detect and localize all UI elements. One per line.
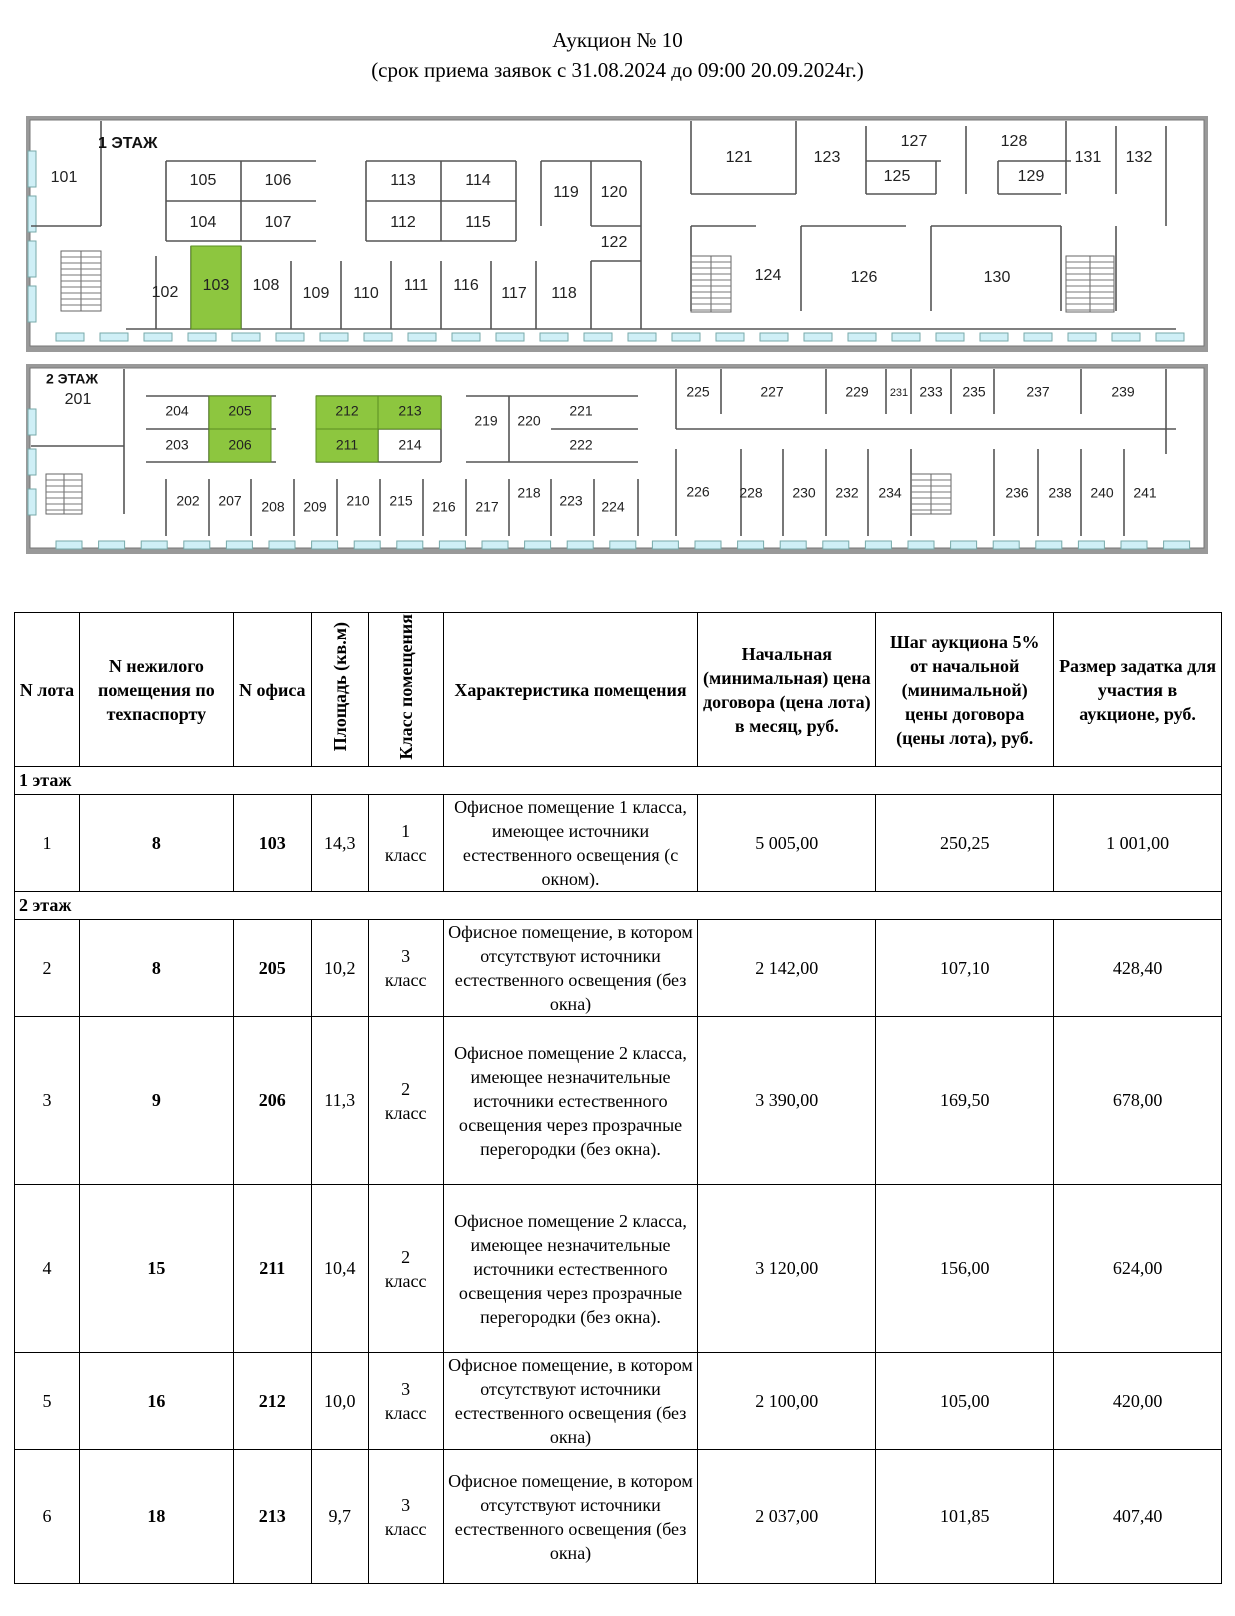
room-label-113: 113 xyxy=(390,172,416,190)
window-glass xyxy=(892,333,920,341)
office-number: 213 xyxy=(233,1450,311,1584)
room-label-121: 121 xyxy=(725,149,753,167)
class-word: класс xyxy=(384,1403,427,1423)
window-glass xyxy=(804,333,832,341)
header-area-text: Площадь (кв.м) xyxy=(329,621,350,752)
room-label-210: 210 xyxy=(346,492,370,509)
room-label-106: 106 xyxy=(264,172,292,190)
class-number: 2 xyxy=(401,1078,411,1099)
deposit: 624,00 xyxy=(1054,1185,1222,1353)
floor-1-section-row xyxy=(15,767,1222,795)
area: 10,2 xyxy=(311,920,368,1017)
deposit: 428,40 xyxy=(1054,920,1222,1017)
window-glass xyxy=(1164,541,1190,549)
premise-number: 8 xyxy=(79,920,233,1017)
premise-number: 8 xyxy=(79,795,233,892)
room-label-103: 103 xyxy=(202,277,230,295)
room-label-227: 227 xyxy=(760,383,784,400)
window-glass xyxy=(1036,541,1062,549)
premise-number: 15 xyxy=(79,1185,233,1353)
room-label-204: 204 xyxy=(165,402,189,419)
room-label-114: 114 xyxy=(465,172,491,190)
room-label-128: 128 xyxy=(1000,133,1028,151)
room-label-126: 126 xyxy=(850,269,878,287)
window-glass xyxy=(672,333,700,341)
header-step: Шаг аукциона 5% от начальной (минимальной) цены договора (цены лота), руб. xyxy=(876,613,1054,767)
header-office: N офиса xyxy=(233,613,311,767)
room-label-111: 111 xyxy=(403,277,429,295)
lot-number: 4 xyxy=(15,1185,80,1353)
room-label-208: 208 xyxy=(261,498,285,515)
table-row xyxy=(15,795,1222,892)
header-class-text: Класс помещения xyxy=(395,613,416,760)
header-deposit: Размер задатка для участия в аукционе, руб. xyxy=(1054,613,1222,767)
room-label-125: 125 xyxy=(883,168,911,186)
window-glass xyxy=(482,541,508,549)
room-class xyxy=(368,1017,443,1185)
room-label-215: 215 xyxy=(389,492,413,509)
office-number: 205 xyxy=(233,920,311,1017)
class-number: 3 xyxy=(401,1379,411,1399)
lot-number: 5 xyxy=(15,1353,80,1450)
start-price: 2 037,00 xyxy=(698,1450,876,1584)
floor-1-section-label: 1 этаж xyxy=(15,767,1222,795)
window-glass xyxy=(980,333,1008,341)
room-label-107: 107 xyxy=(264,214,292,232)
window-glass xyxy=(99,541,125,549)
window-glass xyxy=(695,541,721,549)
class-word: класс xyxy=(384,970,427,990)
room-label-132: 132 xyxy=(1125,149,1153,167)
room-label-105: 105 xyxy=(189,172,217,190)
area: 9,7 xyxy=(311,1450,368,1584)
room-label-117: 117 xyxy=(501,285,527,303)
room-label-233: 233 xyxy=(919,383,943,400)
window-glass xyxy=(269,541,295,549)
table-row xyxy=(15,920,1222,1017)
room-label-224: 224 xyxy=(601,498,625,515)
window-glass xyxy=(397,541,423,549)
window-glass xyxy=(540,333,568,341)
header-premise: N нежилого помещения по техпаспорту xyxy=(79,613,233,767)
auction-step: 105,00 xyxy=(876,1353,1054,1450)
window-glass xyxy=(628,333,656,341)
room-label-214: 214 xyxy=(398,436,422,453)
description: Офисное помещение, в котором отсутствуют источники естественного освещения (без окна) xyxy=(443,1450,698,1584)
room-class xyxy=(368,1450,443,1584)
area: 10,0 xyxy=(311,1353,368,1450)
window-glass xyxy=(56,541,82,549)
window-glass xyxy=(993,541,1019,549)
start-price: 3 120,00 xyxy=(698,1185,876,1353)
premise-number: 16 xyxy=(79,1353,233,1450)
window-glass xyxy=(439,541,465,549)
window-glass xyxy=(56,333,84,341)
window-glass xyxy=(188,333,216,341)
auction-step: 107,10 xyxy=(876,920,1054,1017)
start-price: 5 005,00 xyxy=(698,795,876,892)
room-label-124: 124 xyxy=(754,267,782,285)
window-glass xyxy=(525,541,551,549)
room-label-231: 231 xyxy=(889,386,909,399)
window-glass xyxy=(1156,333,1184,341)
table-header-row xyxy=(15,613,1222,767)
class-number: 2 xyxy=(401,1246,411,1267)
room-label-129: 129 xyxy=(1017,168,1045,186)
room-label-217: 217 xyxy=(475,498,499,515)
description: Офисное помещение, в котором отсутствуют источники естественного освещения (без окна) xyxy=(443,1353,698,1450)
auction-step: 169,50 xyxy=(876,1017,1054,1185)
window-glass xyxy=(716,333,744,341)
deposit: 407,40 xyxy=(1054,1450,1222,1584)
start-price: 3 390,00 xyxy=(698,1017,876,1185)
room-label-237: 237 xyxy=(1026,383,1050,400)
room-label-234: 234 xyxy=(878,484,902,501)
window-glass xyxy=(141,541,167,549)
lot-number: 1 xyxy=(15,795,80,892)
table-row xyxy=(15,1017,1222,1185)
room-label-221: 221 xyxy=(569,402,593,419)
window-glass xyxy=(354,541,380,549)
description: Офисное помещение 2 класса, имеющее незначительные источники естественного освещения через прозрачные перегородки (без окна). xyxy=(443,1185,698,1353)
class-word: класс xyxy=(384,1102,427,1123)
class-number: 3 xyxy=(401,946,411,966)
room-label-216: 216 xyxy=(432,498,456,515)
window-glass xyxy=(276,333,304,341)
room-label-115: 115 xyxy=(465,214,491,232)
class-word: класс xyxy=(384,1270,427,1291)
room-label-120: 120 xyxy=(600,184,628,202)
room-label-205: 205 xyxy=(228,402,252,419)
room-label-213: 213 xyxy=(398,402,422,419)
document-subtitle: (срок приема заявок с 31.08.2024 до 09:00 20.09.2024г.) xyxy=(371,58,864,82)
room-label-108: 108 xyxy=(252,277,280,295)
window-glass xyxy=(567,541,593,549)
window-glass xyxy=(1024,333,1052,341)
room-label-219: 219 xyxy=(474,412,498,429)
room-label-235: 235 xyxy=(962,383,986,400)
room-label-240: 240 xyxy=(1090,484,1114,501)
start-price: 2 142,00 xyxy=(698,920,876,1017)
office-number: 103 xyxy=(233,795,311,892)
table-row xyxy=(15,1353,1222,1450)
room-label-209: 209 xyxy=(303,498,327,515)
window-glass xyxy=(232,333,260,341)
window-glass xyxy=(452,333,480,341)
window-glass xyxy=(760,333,788,341)
room-label-119: 119 xyxy=(553,184,579,202)
floor-2-section-label: 2 этаж xyxy=(15,892,1222,920)
room-label-127: 127 xyxy=(900,133,928,151)
class-number: 1 xyxy=(401,821,411,841)
document-title: Аукцион № 10 xyxy=(552,28,683,52)
room-class xyxy=(368,1185,443,1353)
floor-2-label: 2 ЭТАЖ xyxy=(46,370,99,387)
room-label-236: 236 xyxy=(1005,484,1029,501)
window-glass xyxy=(226,541,252,549)
window-glass xyxy=(100,333,128,341)
room-label-225: 225 xyxy=(686,383,710,400)
auction-step: 101,85 xyxy=(876,1450,1054,1584)
room-label-228: 228 xyxy=(739,484,763,501)
floor-1-plan xyxy=(26,116,1208,352)
class-number: 3 xyxy=(401,1494,411,1515)
description: Офисное помещение 1 класса, имеющее источники естественного освещения (с окном). xyxy=(443,795,698,892)
floor-1-label: 1 ЭТАЖ xyxy=(98,135,158,153)
room-label-211: 211 xyxy=(335,436,359,453)
room-label-212: 212 xyxy=(335,402,359,419)
window-glass xyxy=(848,333,876,341)
description: Офисное помещение 2 класса, имеющее незначительные источники естественного освещения через прозрачные перегородки (без окна). xyxy=(443,1017,698,1185)
description: Офисное помещение, в котором отсутствуют источники естественного освещения (без окна) xyxy=(443,920,698,1017)
room-label-116: 116 xyxy=(453,277,479,295)
start-price: 2 100,00 xyxy=(698,1353,876,1450)
window-glass xyxy=(1121,541,1147,549)
premise-number: 9 xyxy=(79,1017,233,1185)
room-label-229: 229 xyxy=(845,383,869,400)
room-label-203: 203 xyxy=(165,436,189,453)
window-glass xyxy=(908,541,934,549)
room-label-201: 201 xyxy=(64,391,92,409)
room-label-239: 239 xyxy=(1111,383,1135,400)
area: 10,4 xyxy=(311,1185,368,1353)
room-label-131: 131 xyxy=(1074,149,1102,167)
header-price: Начальная (минимальная) цена договора (цена лота) в месяц, руб. xyxy=(698,613,876,767)
room-label-223: 223 xyxy=(559,492,583,509)
header-lot: N лота xyxy=(15,613,80,767)
room-label-102: 102 xyxy=(151,284,179,302)
room-label-222: 222 xyxy=(569,436,593,453)
window-glass xyxy=(408,333,436,341)
area: 14,3 xyxy=(311,795,368,892)
auction-step: 156,00 xyxy=(876,1185,1054,1353)
room-label-230: 230 xyxy=(792,484,816,501)
header-description: Характеристика помещения xyxy=(443,613,698,767)
window-glass xyxy=(951,541,977,549)
room-label-238: 238 xyxy=(1048,484,1072,501)
office-number: 206 xyxy=(233,1017,311,1185)
room-label-104: 104 xyxy=(189,214,217,232)
floor-2-plan xyxy=(26,364,1208,554)
room-label-226: 226 xyxy=(686,483,710,500)
window-glass xyxy=(184,541,210,549)
auction-step: 250,25 xyxy=(876,795,1054,892)
room-label-232: 232 xyxy=(835,484,859,501)
class-word: класс xyxy=(384,845,427,865)
room-label-130: 130 xyxy=(983,269,1011,287)
window-glass xyxy=(1112,333,1140,341)
window-glass xyxy=(1068,333,1096,341)
office-number: 212 xyxy=(233,1353,311,1450)
room-label-202: 202 xyxy=(176,492,200,509)
lots-table xyxy=(14,612,1222,1584)
window-glass xyxy=(496,333,524,341)
premise-number: 18 xyxy=(79,1450,233,1584)
office-number: 211 xyxy=(233,1185,311,1353)
room-label-206: 206 xyxy=(228,436,252,453)
room-label-118: 118 xyxy=(551,285,577,303)
window-glass xyxy=(610,541,636,549)
table-row xyxy=(15,1185,1222,1353)
room-label-122: 122 xyxy=(600,234,628,252)
floor-2-section-row xyxy=(15,892,1222,920)
area: 11,3 xyxy=(311,1017,368,1185)
lot-number: 3 xyxy=(15,1017,80,1185)
window-glass xyxy=(738,541,764,549)
room-class xyxy=(368,920,443,1017)
room-label-110: 110 xyxy=(353,285,379,303)
window-glass xyxy=(312,541,338,549)
window-glass xyxy=(364,333,392,341)
window-glass xyxy=(780,541,806,549)
room-class xyxy=(368,795,443,892)
room-label-112: 112 xyxy=(390,214,416,232)
room-label-123: 123 xyxy=(813,149,841,167)
room-label-207: 207 xyxy=(218,492,242,509)
window-glass xyxy=(1078,541,1104,549)
room-label-218: 218 xyxy=(517,484,541,501)
room-label-109: 109 xyxy=(302,285,330,303)
window-glass xyxy=(936,333,964,341)
table-row xyxy=(15,1450,1222,1584)
lot-number: 6 xyxy=(15,1450,80,1584)
window-glass xyxy=(144,333,172,341)
header-area xyxy=(311,613,368,767)
header-class xyxy=(368,613,443,767)
window-glass xyxy=(320,333,348,341)
window-glass xyxy=(865,541,891,549)
class-word: класс xyxy=(384,1518,427,1539)
window-glass xyxy=(584,333,612,341)
deposit: 420,00 xyxy=(1054,1353,1222,1450)
room-class xyxy=(368,1353,443,1450)
window-glass xyxy=(652,541,678,549)
window-glass xyxy=(823,541,849,549)
lot-number: 2 xyxy=(15,920,80,1017)
room-label-241: 241 xyxy=(1133,484,1157,501)
deposit: 1 001,00 xyxy=(1054,795,1222,892)
room-label-220: 220 xyxy=(517,412,541,429)
deposit: 678,00 xyxy=(1054,1017,1222,1185)
room-label-101: 101 xyxy=(50,169,78,187)
